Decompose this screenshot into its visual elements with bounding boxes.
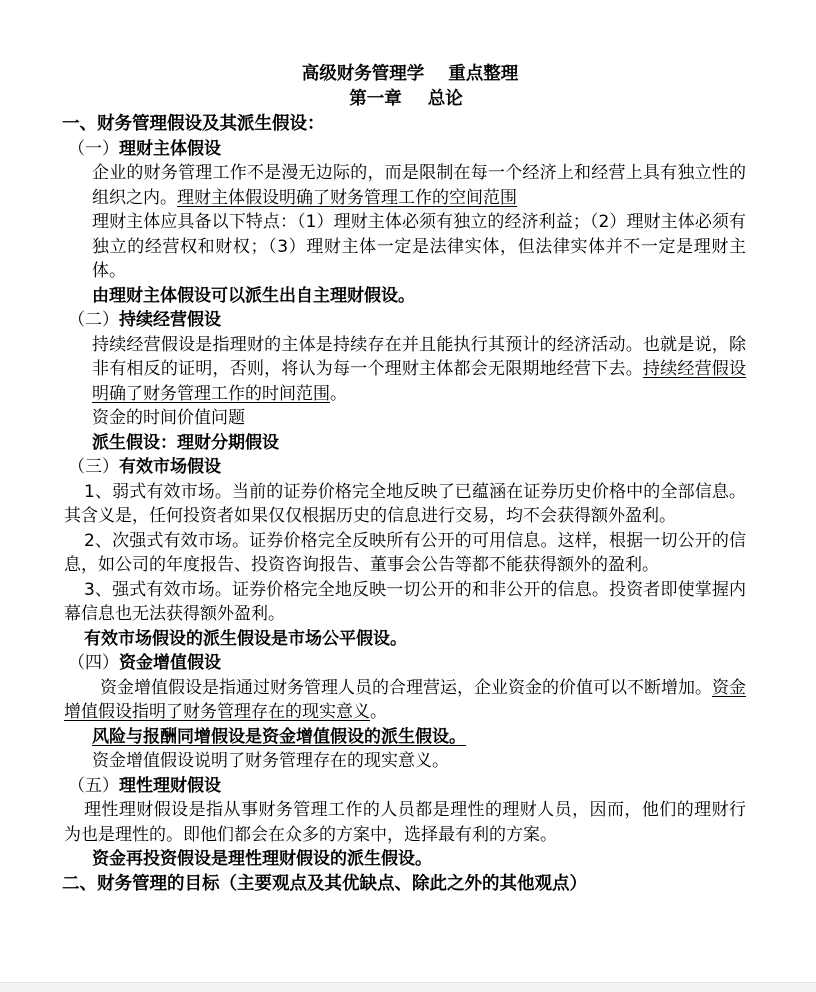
paragraph: 3、强式有效市场。证券价格完全地反映一切公开的和非公开的信息。投资者即使掌握内幕信息也无法获得额外盈利。 (64, 579, 746, 624)
derived-assumption: 由理财主体假设可以派生出自主理财假设。 (92, 285, 415, 306)
subsection-5-heading: （五）理性理财假设 (68, 775, 221, 796)
title-course: 高级财务管理学 (301, 64, 425, 84)
doc-title (64, 62, 746, 87)
document-page (64, 62, 746, 896)
paragraph: 1、弱式有效市场。当前的证券价格完全地反映了已蕴涵在证券历史价格中的全部信息。其含义是，任何投资者如果仅仅根据历史的信息进行交易，均不会获得额外盈利。 (64, 481, 746, 526)
underlined-key-point: 持续经营假设明确了财务管理工作的时间范围 (92, 359, 747, 404)
subsection-2-heading: （二）持续经营假设 (68, 310, 221, 330)
derived-assumption: 派生假设：理财分期假设 (92, 432, 279, 453)
section-1-heading: 一、财务管理假设及其派生假设： (62, 114, 325, 134)
underlined-key-point: 资金增值假设指明了财务管理存在的现实意义 (64, 677, 746, 722)
derived-assumption: 有效市场假设的派生假设是市场公平假设。 (84, 628, 407, 649)
chapter-number: 第一章 (349, 89, 402, 109)
derived-assumption: 资金再投资假设是理性理财假设的派生假设。 (92, 849, 432, 869)
section-2-heading: 二、财务管理的目标（主要观点及其优缺点、除此之外的其他观点） (62, 873, 587, 894)
paragraph: 理财主体应具备以下特点：（1）理财主体必须有独立的经济利益；（2）理财主体必须有独立的经营权和财权；（3）理财主体一定是法律实体，但法律实体并不一定是理财主体。 (92, 212, 746, 281)
paragraph: 理性理财假设是指从事财务管理工作的人员都是理性的理财人员，因而，他们的理财行为也是理性的。即他们都会在众多的方案中，选择最有利的方案。 (64, 800, 746, 845)
subsection-4-heading: （四）资金增值假设 (68, 653, 221, 673)
derived-assumption: 风险与报酬同增假设是资金增值假设的派生假设。 (92, 726, 466, 747)
underlined-key-point: 理财主体假设明确了财务管理工作的空间范围 (177, 187, 517, 208)
paragraph: 2、次强式有效市场。证券价格完全反映所有公开的可用信息。这样，根据一切公开的信息，如公司的年度报告、投资咨询报告、董事会公告等都不能获得额外的盈利。 (64, 530, 746, 575)
paragraph: 持续经营假设是指理财的主体是持续存在并且能执行其预计的经济活动。也就是说，除非有相反的证明，否则，将认为每一个理财主体都会无限期地经营下去。持续经营假设明确了财务管理工作的时间范围。 (92, 334, 747, 404)
chapter-title (64, 87, 746, 112)
paragraph: 资金增值假设说明了财务管理存在的现实意义。 (92, 751, 449, 771)
title-subtitle: 重点整理 (448, 64, 519, 84)
subsection-1-heading: （一）理财主体假设 (68, 138, 221, 159)
paragraph: 资金的时间价值问题 (92, 408, 245, 428)
paragraph: 资金增值假设是指通过财务管理人员的合理营运，企业资金的价值可以不断增加。资金增值假设指明了财务管理存在的现实意义。 (64, 677, 746, 722)
paragraph: 企业的财务管理工作不是漫无边际的，而是限制在每一个经济上和经营上具有独立性的组织之内。理财主体假设明确了财务管理工作的空间范围 (92, 163, 746, 208)
subsection-3-heading: （三）有效市场假设 (68, 457, 221, 477)
chapter-name: 总论 (427, 89, 463, 109)
